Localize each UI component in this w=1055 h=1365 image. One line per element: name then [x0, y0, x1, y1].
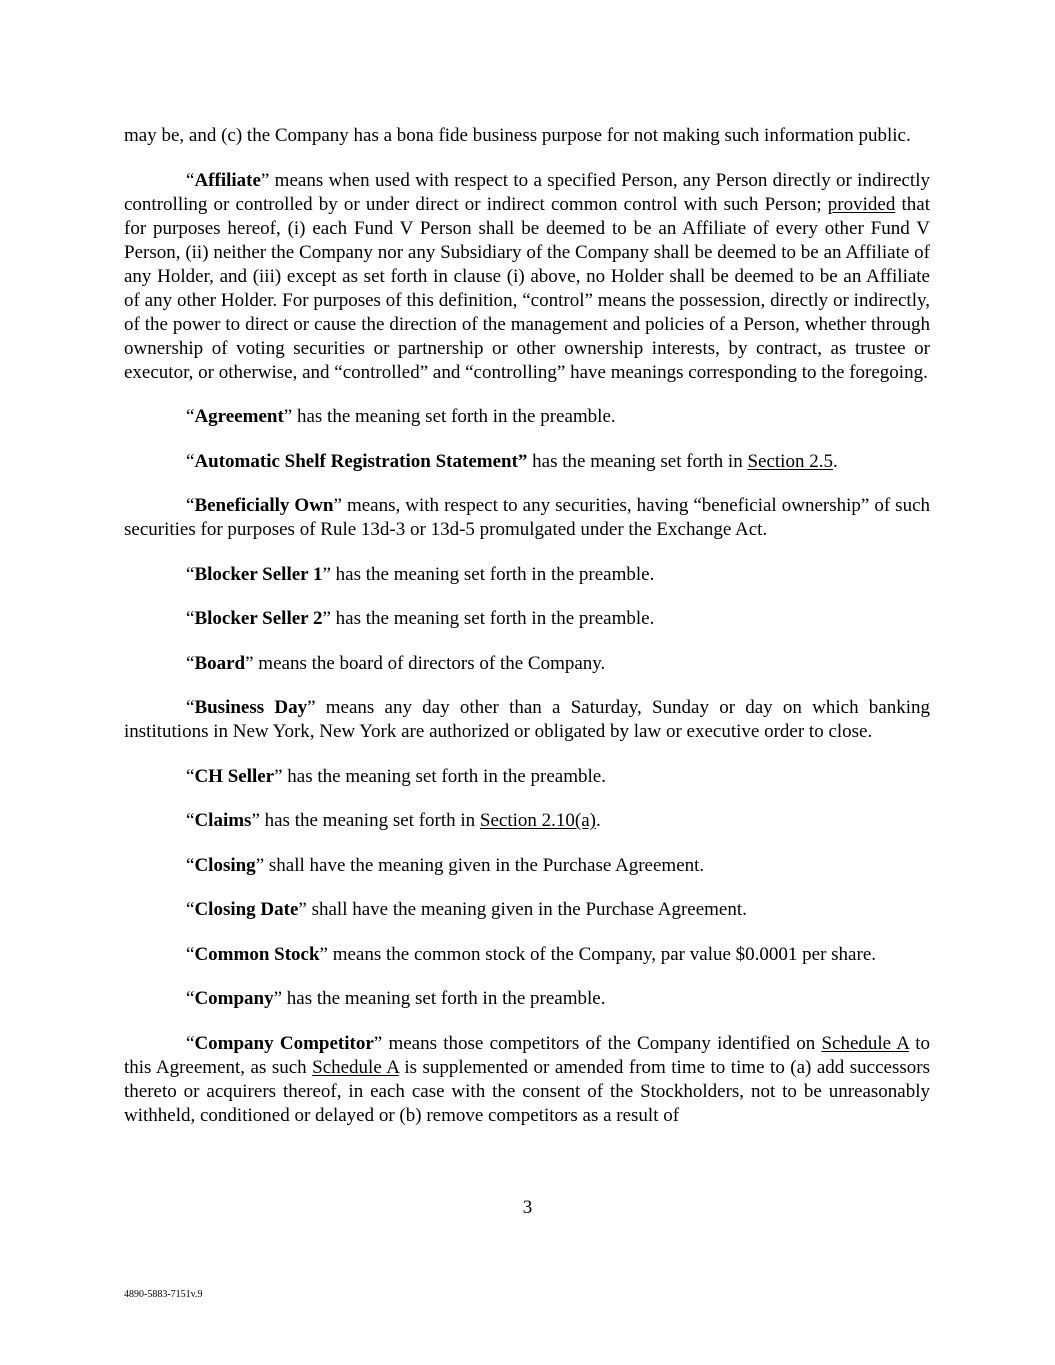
provided-underline: provided — [827, 193, 896, 215]
definition-company-competitor: “Company Competitor” means those competitors of the Company identified on Schedule A to this Agreement, as such Schedule A is supplemented or amended from time to time to (a) add successors thereto or acquirers thereof, in each case with the consent of the Stockholders, not to be unreasonably withheld, conditioned or delayed or (b) remove competitors as a result of — [124, 1032, 930, 1126]
defined-term: Business Day — [194, 697, 308, 718]
defined-term: Common Stock — [194, 943, 320, 965]
page-number: 3 — [522, 1197, 533, 1218]
defined-term: Closing — [194, 854, 256, 876]
defined-term: Company Competitor — [194, 1032, 374, 1054]
defined-term: CH Seller — [194, 765, 275, 787]
schedule-reference: Schedule A — [821, 1032, 909, 1054]
defined-term: Board — [194, 652, 246, 674]
definition-blocker-seller-2: “Blocker Seller 2” has the meaning set forth in the preamble. — [186, 608, 655, 629]
definition-agreement: “Agreement” has the meaning set forth in the preamble. — [186, 406, 616, 427]
defined-term: Blocker Seller 1 — [194, 563, 323, 585]
continuation-paragraph: may be, and (c) the Company has a bona fide business purpose for not making such information public. — [124, 125, 911, 146]
definition-common-stock: “Common Stock” means the common stock of the Company, par value $0.0001 per share. — [186, 943, 877, 965]
definition-claims: “Claims” has the meaning set forth in Section 2.10(a). — [186, 810, 601, 831]
definition-company: “Company” has the meaning set forth in the preamble. — [186, 988, 606, 1009]
defined-term: Affiliate — [194, 169, 261, 191]
definition-closing: “Closing” shall have the meaning given in the Purchase Agreement. — [186, 854, 705, 876]
definition-closing-date: “Closing Date” shall have the meaning given in the Purchase Agreement. — [186, 899, 747, 920]
defined-term: Agreement — [194, 406, 284, 427]
defined-term: Closing Date — [194, 899, 299, 920]
definition-blocker-seller-1: “Blocker Seller 1” has the meaning set forth in the preamble. — [186, 563, 655, 585]
defined-term: Blocker Seller 2 — [194, 608, 323, 629]
document-id: 4890-5883-7151v.9 — [124, 1289, 203, 1300]
definition-board: “Board” means the board of directors of the Company. — [186, 652, 606, 674]
defined-term: Beneficially Own — [194, 495, 334, 516]
defined-term: Automatic Shelf Registration Statement” — [194, 450, 528, 472]
definition-automatic-shelf-registration-statement: “Automatic Shelf Registration Statement” has the meaning set forth in Section 2.5. — [186, 450, 838, 472]
definition-beneficially-own: “Beneficially Own” means, with respect to any securities, having “beneficial ownership” of such securities for purposes of Rule 13d-3 or 13d-5 promulgated under the Exchange Act. — [124, 495, 930, 540]
schedule-reference: Schedule A — [312, 1056, 399, 1078]
defined-term: Company — [194, 988, 274, 1009]
section-reference: Section 2.5 — [747, 450, 833, 472]
document-page — [124, 124, 930, 1148]
definition-business-day: “Business Day” means any day other than a Saturday, Sunday or day on which banking institutions in New York, New York are authorized or obligated by law or executive order to close. — [124, 697, 931, 742]
definition-affiliate: “Affiliate” means when used with respect to a specified Person, any Person directly or indirectly controlling or controlled by or under direct or indirect common control with such Person; provided that for purposes hereof, (i) each Fund V Person shall be deemed to be an Affiliate of every other Fund V Person, (ii) neither the Company nor any Subsidiary of the Company shall be deemed to be an Affiliate of any Holder, and (iii) except as set forth in clause (i) above, no Holder shall be deemed to be an Affiliate of any other Holder. For purposes of this definition, “control” means the possession, directly or indirectly, of the power to direct or cause the direction of the management and policies of a Person, whether through ownership of voting securities or partnership or other ownership interests, by contract, as trustee or executor, or otherwise, and “controlled” and “controlling” have meanings corresponding to the foregoing. — [124, 169, 930, 383]
section-reference: Section 2.10(a) — [479, 810, 596, 831]
defined-term: Claims — [194, 810, 252, 831]
definition-ch-seller: “CH Seller” has the meaning set forth in the preamble. — [186, 765, 606, 787]
